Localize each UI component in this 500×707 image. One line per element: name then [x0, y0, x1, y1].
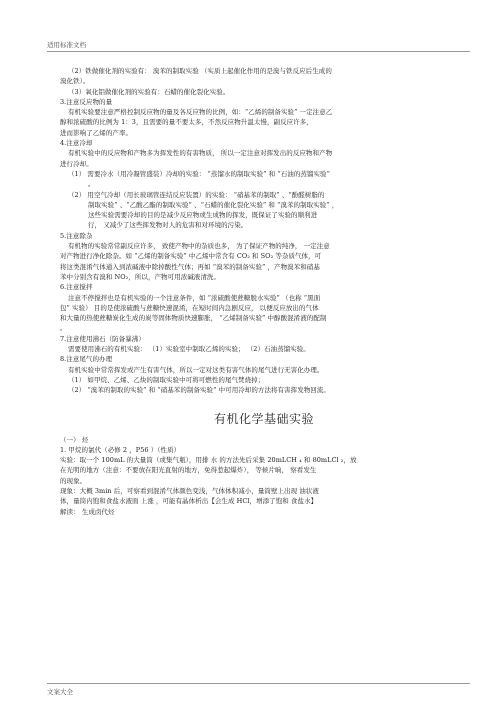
page-footer: 文案大全 — [47, 688, 73, 696]
text-line: 。 — [88, 180, 95, 189]
section-heading: 8.注意尾气的办理 — [60, 355, 113, 364]
header-divider — [47, 51, 470, 52]
text-line: （2）铁做催化剂的实验有： 溴苯的制取实验 （实质上起催化作用的是溴与铁反应后生成的 — [68, 67, 332, 75]
text-line: 有机实验要注意严格控制反应物的量及各反应物的比例，如：“乙烯的制备实验” 一定注意乙 — [68, 108, 333, 117]
text-line: （2） “溴苯的制取的实验” 和 “硝基苯的制备实验” 中可用冷却的方法将有害挥发物回流。 — [68, 386, 330, 395]
text-line: 在光明的地方（注意：不要放在阳光直射的地方，免得惹起爆炸）， 等候片晌， 察看发生 — [60, 466, 317, 475]
text-line: 包” 实验） 目的是使浓硫酸与蔗糖快速混淆，在短时间内急剧反应， 以便反应放出的气体 — [60, 303, 319, 312]
document-body — [60, 66, 468, 517]
text-line: （1） 如甲烷、乙烯、乙炔的制取实验中可将可燃性的尾气焚烧掉； — [68, 375, 265, 384]
section-heading: 6.注意搅拌 — [60, 283, 93, 292]
text-line: 苯中分别含有溴和 NO₂，所以，产物可用浓碱液清洗。 — [60, 272, 220, 281]
text-line: 行， 又减少了这些挥发物对人的危害和对环境的污染。 — [88, 221, 248, 230]
text-line: 将这类混淆气体通入到浓碱液中除掉酸性气体；再如 “溴苯的制备实验” ，产物溴苯和硝基 — [60, 262, 320, 271]
text-line: 实验：取一个 100mL 的大量筒（或集气瓶），用排 水 的方法先后采集 20mLCH ₄ 和 80mLCl ₂，放 — [60, 456, 357, 465]
text-line: 需要使用沸石的有机实验： （1）实验室中制取乙烯的实验； （2）石油蒸馏实验。 — [68, 345, 310, 354]
text-line: （3）氧化铝做催化剂的实验有：石蜡的催化裂化实验。 — [68, 87, 230, 96]
text-line: 现象：大概 3min 后，可察看到混淆气体颜色变浅，气体体积减小，量筒壁上出现 油状液 — [60, 486, 319, 495]
document-title: 有机化学基础实验 — [213, 411, 314, 426]
text-line: 的现象。 — [60, 476, 87, 485]
text-line: 注意不停搅拌也是有机实验的一个注意条件，如 “浓硫酸使蔗糖脱水实验” （也称 “黑面 — [68, 293, 321, 302]
text-line: 溴化铁）。 — [60, 77, 90, 86]
text-line: （1） 需要冷水（用冷凝管盛装）冷却的实验： “蒸馏水的制取实验” 和 “石油的蒸馏实验” — [68, 169, 330, 178]
section-heading: 4.注意冷却 — [60, 139, 93, 148]
item-heading: 1. 甲烷的氯代（必修 2 ，P56 ）（性质） — [60, 445, 181, 454]
text-line: （2） 用空气冷却（用长玻璃管连结反应装置）的实验： “硝基苯的制取” 、“酚醛树脂的 — [68, 190, 325, 199]
text-line: 和大量的热使蔗糖炭化生成的炭等固体物质快速膨胀， “乙烯制备实验” 中醇酸混淆液的配制 — [60, 314, 327, 323]
text-line: 进而影响了乙烯的产率。 — [60, 128, 133, 137]
footer-divider — [47, 683, 470, 684]
text-line: 这些实验需要冷却的目的是减少反应物或生成物的挥发，既保证了实验的顺利进 — [88, 211, 318, 220]
text-line: 进行冷却。 — [60, 159, 93, 168]
text-line: 有机实验中常常挥发或产生有害气体，所以一定对这类有害气体的尾气进行无害化办理。 — [68, 365, 324, 374]
section-heading: 7.注意使用沸石（防备暴沸） — [60, 334, 145, 343]
text-line: 解读： 生成卤代烃 — [60, 507, 115, 516]
text-line: 醇和浓硫酸的比例为 1：3，且需要的量不要太多，不然反应物升温太慢，副反应许多， — [60, 118, 313, 127]
section-heading: 3.注意反应物的量 — [60, 97, 113, 106]
subsection-label: （一） 烃 — [60, 435, 89, 444]
text-line: 体，量筒内饱和食盐水液面 上涨 ，可能有晶体析出【会生成 HCl，增添了饱和 食盐水】 — [60, 497, 318, 506]
section-heading: 5.注意除杂 — [60, 231, 93, 240]
text-line: 有机物的实验常常副反应许多， 致使产物中的杂质也多， 为了保证产物的纯净， 一定注意 — [68, 242, 330, 251]
text-line: 对产物进行净化除杂。如 “乙烯的制备实验” 中乙烯中常含有 CO₂ 和 SO₂ 等杂质气体，可 — [60, 252, 322, 261]
text-line: 制取实验” 、“乙酸乙酯的制取实验” 、“石蜡的催化裂化实验” 和 “溴苯的制取实验” ， — [88, 200, 339, 209]
page-header: 适用标准文档 — [47, 41, 86, 49]
text-line: 有机实验中的反应物和产物多为挥发性的有害物质， 所以一定注意对挥发出的反应物和产物 — [68, 149, 333, 158]
title-block — [60, 408, 468, 427]
text-line: 。 — [60, 324, 67, 333]
